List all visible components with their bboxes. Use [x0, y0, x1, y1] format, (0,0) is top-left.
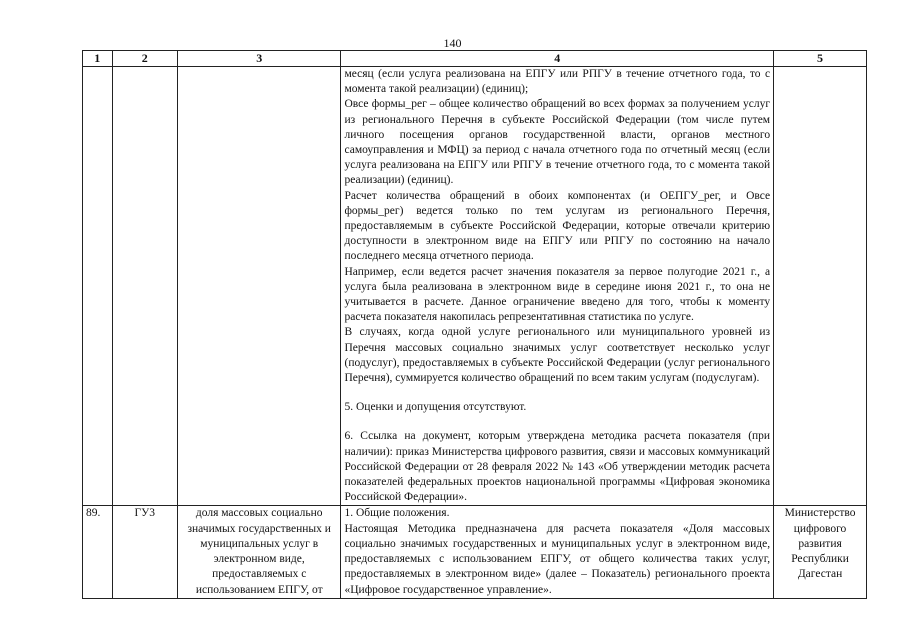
header-col-5: 5 [774, 51, 867, 67]
cell-empty [177, 67, 341, 506]
paragraph: Например, если ведется расчет значения показателя за первое полугодие 2021 г., а услуга была реализована в электронном виде в середине июня 2021 г., то она не учитывается в расчете. Данное ограничение введено для того, чтобы к моменту расчета показателя накопилась репрезентативная статистика по услуге. [344, 265, 771, 324]
paragraph: Настоящая Методика предназначена для расчета показателя «Доля массовых социально значимых государственных и муниципальных услуг в электронном виде, предоставляемых с использованием ЕПГУ, от общего количества таких услуг, предоставляемых в электронном виде» (далее – Показатель) регионального проекта «Цифровое государственное управление». [344, 522, 771, 596]
methodology-cell [341, 506, 774, 598]
paragraph: В случаях, когда одной услуге регионального или муниципального уровней из Перечня массовых социально значимых услуг соответствует несколько услуг (подуслуг), предоставляемых в субъекте Российской Федерации (услуг регионального Перечня), суммируется количество обращений по всем таким услугам (подуслугам). [344, 326, 771, 385]
cell-empty [774, 67, 867, 506]
indicator-table [82, 50, 867, 599]
header-col-4: 4 [341, 51, 774, 67]
indicator-code: ГУ3 [112, 506, 177, 598]
responsible-ministry: Министерство цифрового развития Республики Дагестан [774, 506, 867, 598]
header-col-3: 3 [177, 51, 341, 67]
header-col-1: 1 [83, 51, 113, 67]
table-row-continuation [83, 67, 867, 506]
section-6: 6. Ссылка на документ, которым утверждена методика расчета показателя (при наличии): приказ Министерства цифрового развития, связи и массовых коммуникаций Российской Федерации от 28 февраля 2022 № 143 «Об утверждении методик расчета показателей федеральных проектов национальной программы «Цифровая экономика Российской Федерации». [344, 430, 771, 504]
section-1-heading: 1. Общие положения. [344, 507, 450, 520]
header-col-2: 2 [112, 51, 177, 67]
cell-empty [83, 67, 113, 506]
cell-empty [112, 67, 177, 506]
row-number: 89. [83, 506, 113, 598]
paragraph: Расчет количества обращений в обоих компонентах (и ОЕПГУ_рег, и Овсе формы_рег) ведется только по тем услугам из регионального Перечня, предоставляемым в субъекте Российской Федерации, которые отвечали критерию доступности в электронном виде на ЕПГУ или РПГУ по состоянию на начало последнего месяца отчетного периода. [344, 189, 771, 263]
indicator-name: доля массовых социально значимых государственных и муниципальных услуг в электронном виде, предоставляемых с использованием ЕПГУ, от [177, 506, 341, 598]
paragraph: Овсе формы_рег – общее количество обращений во всех формах за получением услуг из регионального Перечня в субъекте Российской Федерации (том числе путем личного посещения органов государственной власти, органов местного самоуправления и МФЦ) за период с начала отчетного года по отчетный месяц (если услуга реализована на ЕПГУ или РПГУ в течение отчетного года, то с момента такой реализации) (единиц). [344, 98, 771, 187]
table-row-89 [83, 506, 867, 598]
page-number: 140 [443, 36, 462, 50]
table-header-row [83, 51, 867, 67]
paragraph: месяц (если услуга реализована на ЕПГУ или РПГУ в течение отчетного года, то с момента такой реализации) (единиц); [344, 68, 771, 96]
methodology-cell [341, 67, 774, 506]
section-5: 5. Оценки и допущения отсутствуют. [344, 401, 527, 414]
